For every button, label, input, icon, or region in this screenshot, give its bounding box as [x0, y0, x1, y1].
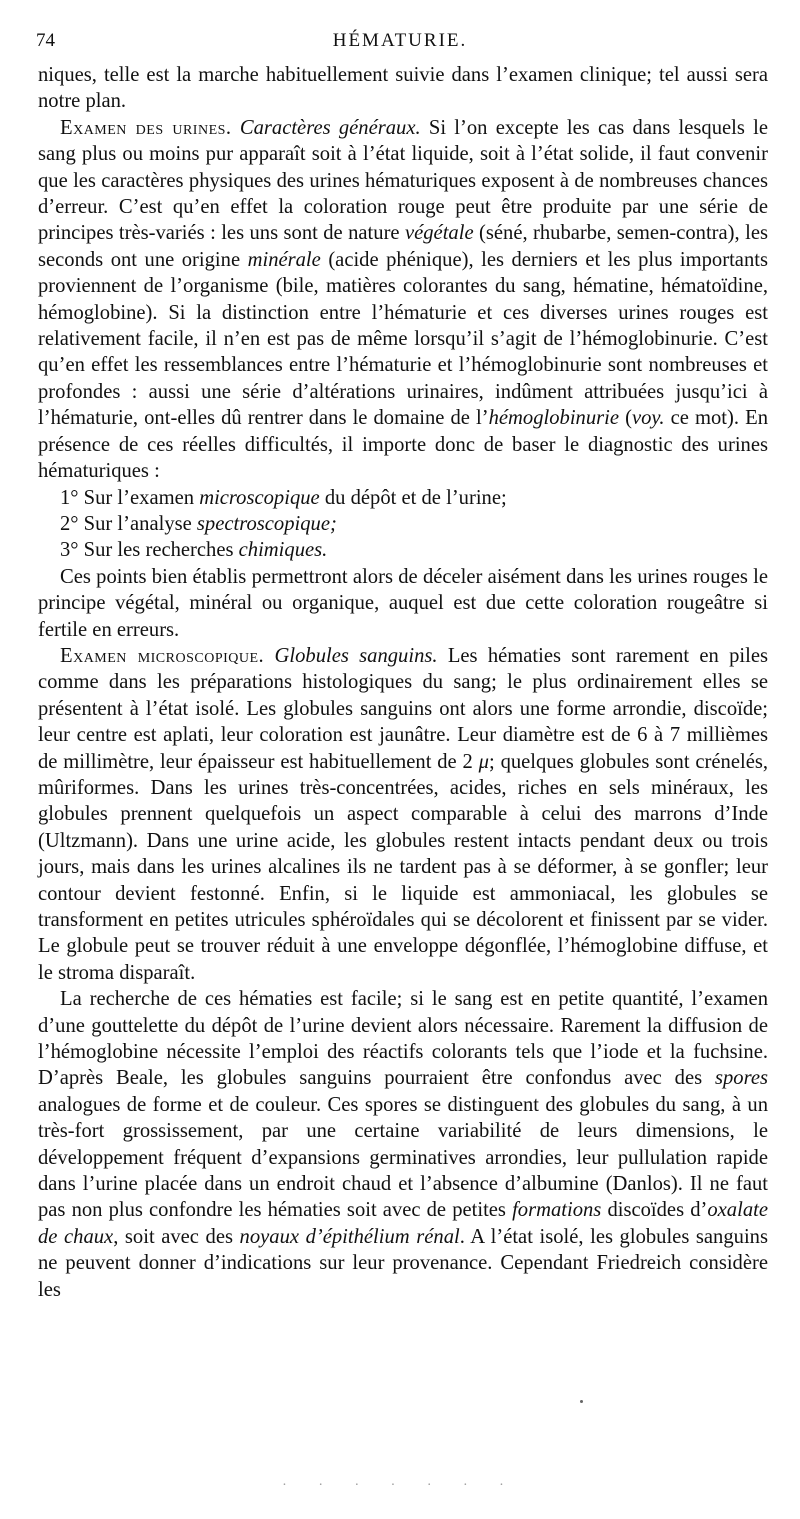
paragraph-examen-microscopique: Examen microscopique. Globules sanguins. Les hématies sont rarement en piles comme dans les préparations histologiques du sang; le plus ordinairement elles se présentent à l’état isolé. Les globules sanguins ont alors une forme arrondie, discoïde; leur centre est aplati, leur coloration est jaunâtre. Leur diamètre est de 6 à 7 millièmes de millimètre, leur épaisseur est habituellement de 2 μ; quelques globules sont crénelés, mûriformes. Dans les urines très-concentrées, acides, riches en sels minéraux, les globules prennent quelquefois un aspect comparable à celui des marrons d’Inde (Ultzmann). Dans une urine acide, les globules restent intacts pendant deux ou trois jours, mais dans les urines alcalines ils ne tardent pas à se déformer, à se gonfler; leur contour devient festonné. Enfin, si le liquide est ammoniacal, les globules se transforment en petites utricules sphéroïdales qui se décolorent et finissent par se vider. Le globule peut se trouver réduit à une enveloppe dégonflée, l’hémoglobine diffuse, et le stroma disparaît. [38, 644, 768, 984]
scan-noise-dots: · · · · · · · [282, 1478, 518, 1493]
subsection-heading: Caractères généraux. [239, 116, 421, 139]
page-header [36, 30, 764, 60]
running-title: HÉMATURIE. [332, 30, 468, 51]
section-heading: Examen microscopique. [60, 644, 265, 667]
paragraph-recherche-hematies: La recherche de ces hématies est facile; si le sang est en petite quantité, l’examen d’une gouttelette du dépôt de l’urine devient alors nécessaire. Rarement la diffusion de l’hémoglobine nécessite l’emploi des réactifs colorants tels que l’iode et la fuchsine. D’après Beale, les globules sanguins pourraient être confondus avec des spores analogues de forme et de couleur. Ces spores se distinguent des globules du sang, à un très-fort grossissement, par une certaine variabilité de leurs dimensions, le développement fréquent d’expansions germinatives arrondies, leur pullulation rapide dans l’urine placée dans un endroit chaud et l’absence d’albumine (Danlos). Il ne faut pas non plus confondre les hématies soit avec de petites formations discoïdes d’oxalate de chaux, soit avec des noyaux d’épithélium rénal. A l’état isolé, les globules sanguins ne peuvent donner d’indications sur leur provenance. Cependant Friedreich considère les [38, 988, 768, 1301]
list-item: 2° Sur l’analyse spectroscopique; [60, 512, 337, 535]
section-heading: Examen des urines. [60, 116, 232, 139]
paragraph-examen-des-urines: Examen des urines. Caractères généraux. Si l’on excepte les cas dans lesquels le sang plus ou moins pur apparaît soit à l’état liquide, soit à l’état solide, il faut convenir que les caractères physiques des urines hématuriques exposent à de nombreuses chances d’erreur. C’est qu’en effet la coloration rouge peut être produite par une série de principes très-variés : les uns sont de nature végétale (séné, rhubarbe, semen-contra), les seconds ont une origine minérale (acide phénique), les derniers et les plus importants proviennent de l’organisme (bile, matières colorantes du sang, hématine, hématoïdine, hémoglobine). Si la distinction entre l’hématurie et ces diverses urines rouges est relativement facile, il n’en est pas de même lorsqu’il s’agit de l’hémoglobinurie. C’est qu’en effet les ressemblances entre l’hématurie et l’hémoglobinurie sont nombreuses et profondes : aussi une série d’altérations urinaires, indûment attribuées jusqu’ici à l’hématurie, ont-elles dû rentrer dans le domaine de l’hémoglobinurie (voy. ce mot). En présence de ces réelles difficultés, il importe donc de baser le diagnostic des urines hématuriques : [38, 116, 768, 483]
list-item: 3° Sur les recherches chimiques. [60, 539, 328, 562]
subsection-heading: Globules sanguins. [274, 644, 438, 667]
scan-speck [580, 1400, 583, 1403]
paragraph-points-etablis: Ces points bien établis permettront alors de déceler aisément dans les urines rouges le principe végétal, minéral ou organique, auquel est due cette coloration rougeâtre si fertile en erreurs. [38, 565, 768, 641]
page-body [38, 62, 768, 1303]
list-item: 1° Sur l’examen microscopique du dépôt et de l’urine; [60, 486, 507, 509]
paragraph-continuation: niques, telle est la marche habituellement suivie dans l’examen clinique; tel aussi sera notre plan. [38, 64, 768, 113]
page-number: 74 [36, 30, 55, 51]
